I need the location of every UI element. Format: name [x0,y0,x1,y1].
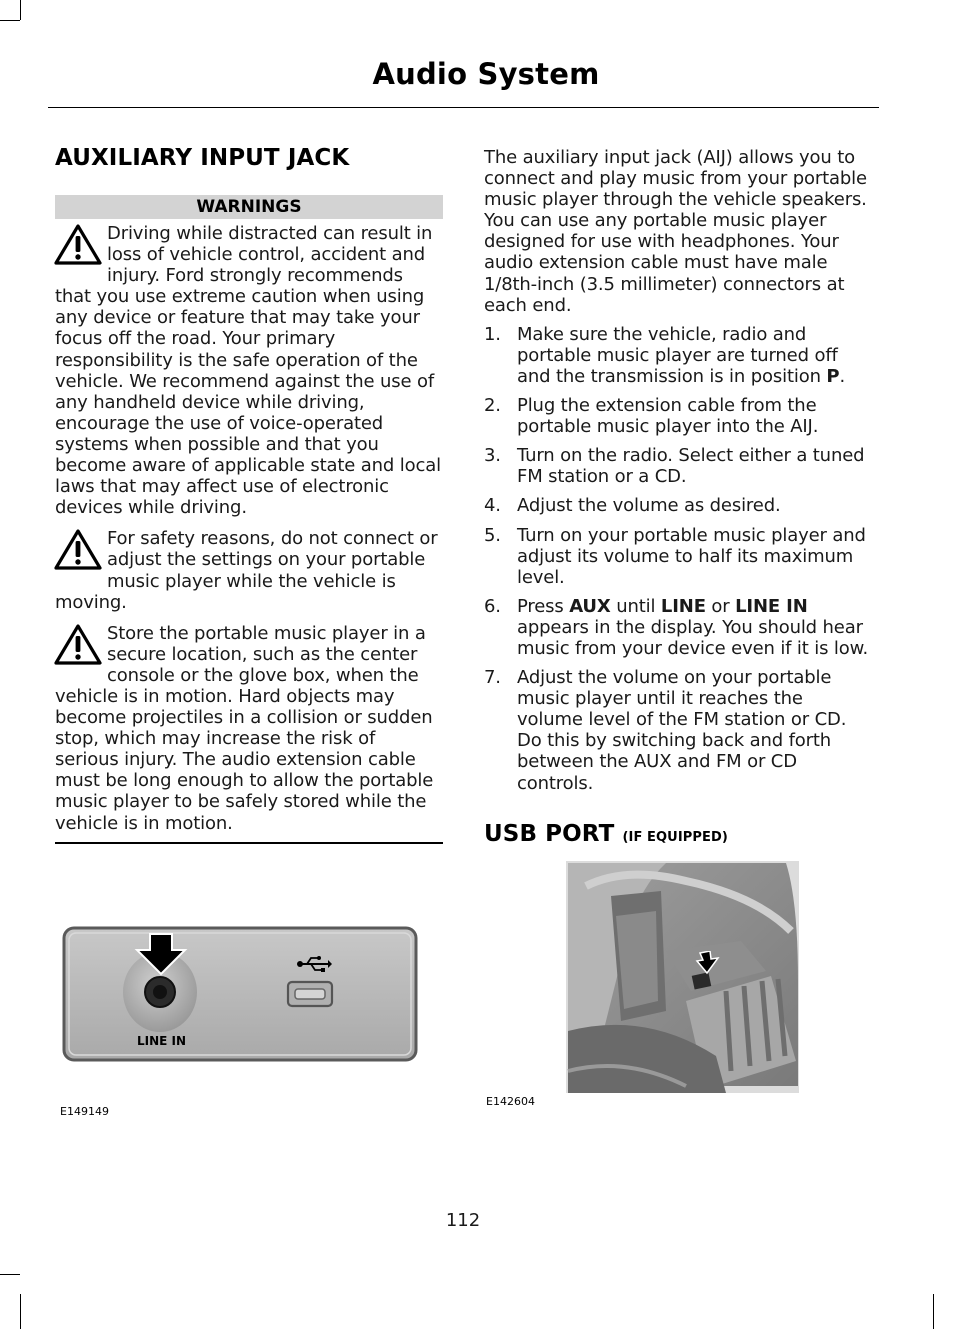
warnings-end-divider [55,842,443,844]
section-heading-aux: AUXILIARY INPUT JACK [55,145,350,171]
list-item: 2. Plug the extension cable from the portable music player into the AIJ. [484,395,819,438]
list-item: 3. Turn on the radio. Select either a tuned FM station or a CD. [484,445,865,488]
figure-code: E142604 [486,1095,535,1108]
list-item: 4. Adjust the volume as desired. [484,495,781,517]
usb-port-figure [566,861,799,1093]
arrow-down-icon [134,932,188,976]
list-item: 5. Turn on your portable music player and adjust its volume to half its maximum level. [484,524,866,588]
warning-item: Driving while distracted can result in loss of vehicle control, accident and injury. Ford strongly recommends that you use extreme caution when using any device or feature that may take your focus off the road. Your primary responsibility is the safe operation of the vehicle. We recommend against the use of any handheld device while driving, encourage the use of voice-operated systems when possible and that you become aware of applicable state and local laws that may affect use of electronic devices while driving. [55,223,441,519]
page-number: 112 [445,1210,481,1231]
left-column [55,145,443,844]
page-title: Audio System [372,57,600,91]
section-heading-usb: USB PORT (IF EQUIPPED) [484,820,728,847]
warning-triangle-icon [53,528,103,572]
list-item: 7. Adjust the volume on your portable music player until it reaches the volume level of the FM station or CD. Do this by switching back and forth between the AUX and FM or CD controls. [484,667,847,794]
list-item: 1. Make sure the vehicle, radio and portable music player are turned off and the transmission is in position P. [484,323,846,387]
usb-symbol-icon [296,955,332,973]
header-divider [48,107,879,108]
list-item: 6. Press AUX until LINE or LINE IN appears in the display. You should hear music from your device even if it is low. [484,595,869,659]
aux-intro-paragraph: The auxiliary input jack (AIJ) allows you to connect and play music from your portable music player through the vehicle speakers. You can use any portable music player designed for use with headphones. Your audio extension cable must have male 1/8th-inch (3.5 millimeter) connectors at each end. [484,147,867,316]
figure-code: E149149 [60,1105,109,1118]
line-in-figure [62,926,418,1064]
warnings-label: WARNINGS [55,195,443,219]
console-photo-illustration [566,861,799,1093]
crop-mark [0,1274,20,1275]
warning-triangle-icon [53,223,103,267]
warning-item: For safety reasons, do not connect or adjust the settings on your portable music player while the vehicle is moving. [55,528,438,613]
crop-mark [20,0,21,20]
warning-item: Store the portable music player in a secure location, such as the center console or the glove box, when the vehicle is in motion. Hard objects may become projectiles in a collision or sudden stop, which may increase the risk of serious injury. The audio extension cable must be long enough to allow the portable music player to be safely stored while the vehicle is in motion. [55,622,434,834]
arrow-down-icon [694,951,720,975]
line-in-label: LINE IN [137,1034,187,1048]
crop-mark [933,1294,934,1329]
steps-list [484,324,874,794]
right-column [484,147,874,848]
line-in-panel-illustration [62,926,418,1064]
crop-mark [20,1294,21,1329]
crop-mark [0,20,20,21]
warning-triangle-icon [53,623,103,667]
